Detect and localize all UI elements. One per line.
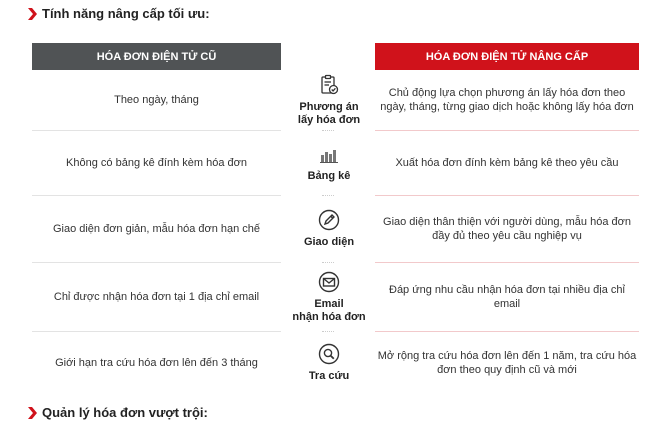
- feature-label: Giao diện: [303, 236, 355, 248]
- column-header-old-invoice: HÓA ĐƠN ĐIỆN TỬ CŨ: [32, 43, 281, 70]
- section-title-text: Quản lý hóa đơn vượt trội:: [42, 405, 208, 420]
- new-feature-cell: Chủ động lựa chọn phương án lấy hóa đơn theo ngày, tháng, từng giao dịch hoặc không lấy hóa đơn: [380, 87, 634, 113]
- pen-circle-icon: [318, 209, 340, 231]
- new-feature-cell: Giao diện thân thiện với người dùng, mẫu hóa đơn đầy đủ theo yêu cầu nghiệp vụ: [383, 216, 631, 242]
- chevron-right-icon: [27, 407, 37, 419]
- section-title-management: [27, 405, 208, 420]
- search-icon: [318, 343, 340, 365]
- old-feature-cell: Chỉ được nhận hóa đơn tại 1 địa chỉ email: [53, 291, 260, 303]
- section-title-upgrade: [27, 6, 210, 21]
- feature-label: Tra cứu: [308, 370, 350, 382]
- chevron-right-icon: [27, 8, 37, 20]
- old-feature-cell: Giao diện đơn giản, mẫu hóa đơn hạn chế: [52, 223, 261, 235]
- feature-cell: [290, 131, 368, 195]
- table-row: [0, 332, 650, 394]
- table-row: [0, 263, 650, 331]
- new-feature-cell: Đáp ứng nhu cầu nhận hóa đơn tại nhiều địa chỉ email: [389, 284, 625, 310]
- table-row: [0, 131, 650, 195]
- column-header-new-invoice: HÓA ĐƠN ĐIỆN TỬ NÂNG CẤP: [375, 43, 639, 70]
- feature-label: Bảng kê: [307, 170, 351, 182]
- feature-cell: [290, 70, 368, 130]
- section-title-text: Tính năng nâng cấp tối ưu:: [42, 6, 210, 21]
- feature-label: Phương án lấy hóa đơn: [297, 100, 361, 126]
- old-feature-cell: Giới hạn tra cứu hóa đơn lên đến 3 tháng: [55, 357, 258, 369]
- feature-cell: [290, 263, 368, 331]
- new-feature-cell: Mở rộng tra cứu hóa đơn lên đến 1 năm, tra cứu hóa đơn theo quy định cũ và mới: [377, 350, 637, 376]
- feature-label: Email nhận hóa đơn: [292, 297, 366, 323]
- clipboard-check-icon: [318, 74, 340, 96]
- bar-chart-icon: [318, 143, 340, 165]
- old-feature-cell: Theo ngày, tháng: [114, 94, 199, 106]
- envelope-icon: [318, 271, 340, 293]
- feature-cell: [290, 196, 368, 262]
- feature-cell: [290, 332, 368, 394]
- old-feature-cell: Không có bảng kê đính kèm hóa đơn: [66, 157, 247, 169]
- table-row: [0, 196, 650, 262]
- new-feature-cell: Xuất hóa đơn đính kèm bảng kê theo yêu cầu: [395, 157, 619, 169]
- table-row: [0, 70, 650, 130]
